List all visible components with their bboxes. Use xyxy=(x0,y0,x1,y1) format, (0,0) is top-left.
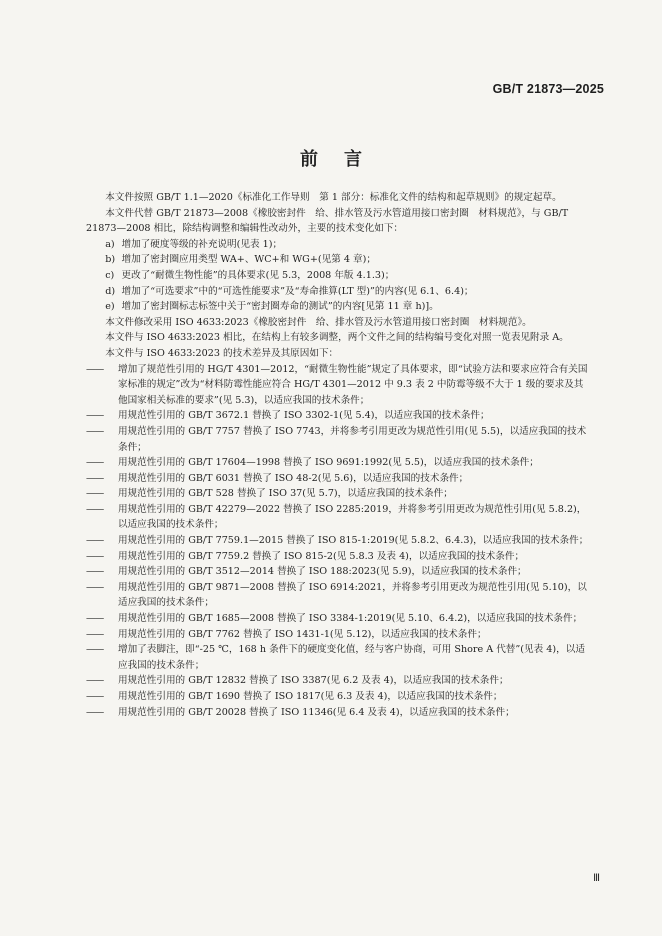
dash-mark: —— xyxy=(86,425,104,437)
list-item xyxy=(86,471,592,487)
list-text: 增加了硬度等级的补充说明(见表 1)； xyxy=(121,238,283,250)
list-text: 用规范性引用的 GB/T 3512—2014 替换了 ISO 188:2023(见 5.9)，以适应我国的技术条件； xyxy=(118,566,527,578)
list-text: 用规范性引用的 GB/T 7759.1—2015 替换了 ISO 815-1:2019(见 5.8.2、6.4.3)，以适应我国的技术条件； xyxy=(118,535,589,547)
list-item xyxy=(86,424,592,455)
list-text: 用规范性引用的 GB/T 7762 替换了 ISO 1431-1(见 5.12)，以适应我国的技术条件； xyxy=(118,628,487,640)
dash-mark: —— xyxy=(86,644,104,656)
list-item xyxy=(86,362,592,409)
list-item xyxy=(86,408,592,424)
list-item xyxy=(86,673,592,689)
dash-mark: —— xyxy=(86,457,104,469)
paragraph: 本文件修改采用 ISO 4633:2023《橡胶密封件 给、排水管及污水管道用接口密封圈 材料规范》。 xyxy=(105,316,532,328)
list-text: 用规范性引用的 GB/T 1690 替换了 ISO 1817(见 6.3 及表 4)，以适应我国的技术条件； xyxy=(118,691,503,702)
list-text: 用规范性引用的 GB/T 17604—1998 替换了 ISO 9691:1992(见 5.5)，以适应我国的技术条件； xyxy=(118,457,539,469)
paragraph: 本文件按照 GB/T 1.1—2020《标准化工作导则 第 1 部分：标准化文件的结构和起草规则》的规定起草。 xyxy=(105,192,562,203)
page-number: Ⅲ xyxy=(593,873,600,884)
list-label: a) xyxy=(105,238,115,250)
list-text: 增加了密封圈标志标签中关于“密封圈寿命的测试”的内容[见第 11 章 h)]。 xyxy=(121,301,439,313)
standard-code: GB/T 21873—2025 xyxy=(492,82,604,96)
paragraph: 本文件与 ISO 4633:2023 相比，在结构上有较多调整，两个文件之间的结构编号变化对照一览表见附录 A。 xyxy=(105,332,569,344)
list-item xyxy=(86,455,592,471)
list-text: 用规范性引用的 GB/T 42279—2022 替换了 ISO 2285:2019，并将参考引用更改为规范性引用(见 5.8.2)，以适应我国的技术条件； xyxy=(118,503,587,531)
list-label: c) xyxy=(105,269,115,281)
list-item xyxy=(86,627,592,643)
list-item xyxy=(86,268,592,284)
dash-mark: —— xyxy=(86,675,104,687)
list-text: 用规范性引用的 GB/T 1685—2008 替换了 ISO 3384-1:2019(见 5.10、6.4.2)，以适应我国的技术条件； xyxy=(118,613,583,625)
change-list xyxy=(86,237,592,315)
dash-mark: —— xyxy=(86,488,104,500)
list-text: 增加了密封圈应用类型 WA+、WC+和 WG+(见第 4 章)； xyxy=(121,254,376,266)
list-text: 用规范性引用的 GB/T 7757 替换了 ISO 7743，并将参考引用更改为规范性引用(见 5.5)，以适应我国的技术条件； xyxy=(118,425,587,453)
list-item xyxy=(86,705,592,721)
dash-mark: —— xyxy=(86,410,104,422)
list-text: 用规范性引用的 GB/T 3672.1 替换了 ISO 3302-1(见 5.4)，以适应我国的技术条件； xyxy=(118,410,490,422)
list-text: 更改了“耐微生物性能”的具体要求(见 5.3，2008 年版 4.1.3)； xyxy=(121,269,395,281)
list-label: e) xyxy=(105,301,115,313)
difference-list xyxy=(86,362,592,721)
dash-mark: —— xyxy=(86,706,104,718)
list-item xyxy=(86,611,592,627)
dash-mark: —— xyxy=(86,535,104,547)
list-label: b) xyxy=(105,254,116,266)
paragraph: 本文件与 ISO 4633:2023 的技术差异及其原因如下： xyxy=(105,347,339,359)
list-text: 增加了规范性引用的 HG/T 4301—2012，“耐微生物性能”规定了具体要求，即“试验方法和要求应符合有关国家标准的规定”改为“材料防霉性能应符合 HG/T 4301—2012 中 9.3 表 2 中防霉等级不大于 1 级的要求及其他国家相关标准的要求”(见 5.3)，以适应我国的技术条件； xyxy=(118,363,588,406)
dash-mark: —— xyxy=(86,581,104,593)
list-item xyxy=(86,252,592,268)
list-item xyxy=(86,284,592,300)
list-label: d) xyxy=(105,285,116,297)
list-item xyxy=(86,533,592,549)
dash-mark: —— xyxy=(86,550,104,562)
dash-mark: —— xyxy=(86,613,104,625)
paragraph: 本文件代替 GB/T 21873—2008《橡胶密封件 给、排水管及污水管道用接口密封圈 材料规范》，与 GB/T 21873—2008 相比，除结构调整和编辑性改动外，主要的技术变化如下： xyxy=(86,207,569,235)
list-item xyxy=(86,549,592,565)
list-text: 增加了“可选要求”中的“可选性能要求”及“寿命推算(LT 型)”的内容(见 6.1、6.4)； xyxy=(121,285,474,297)
dash-mark: —— xyxy=(86,628,104,640)
dash-mark: —— xyxy=(86,691,104,702)
list-item xyxy=(86,299,592,315)
list-item xyxy=(86,564,592,580)
dash-mark: —— xyxy=(86,503,104,515)
list-item xyxy=(86,502,592,533)
dash-mark: —— xyxy=(86,363,104,375)
list-item xyxy=(86,237,592,253)
list-item xyxy=(86,642,592,673)
page-title: 前言 xyxy=(300,149,388,170)
dash-mark: —— xyxy=(86,566,104,578)
dash-mark: —— xyxy=(86,472,104,484)
list-text: 用规范性引用的 GB/T 12832 替换了 ISO 3387(见 6.2 及表 4)，以适应我国的技术条件； xyxy=(118,675,509,687)
list-item xyxy=(86,689,592,705)
list-text: 用规范性引用的 GB/T 20028 替换了 ISO 11346(见 6.4 及表 4)，以适应我国的技术条件； xyxy=(118,706,515,718)
document-body xyxy=(86,190,592,720)
list-item xyxy=(86,486,592,502)
list-item xyxy=(86,580,592,611)
list-text: 用规范性引用的 GB/T 6031 替换了 ISO 48-2(见 5.6)，以适应我国的技术条件； xyxy=(118,472,469,484)
list-text: 用规范性引用的 GB/T 9871—2008 替换了 ISO 6914:2021，并将参考引用更改为规范性引用(见 5.10)，以适应我国的技术条件； xyxy=(118,581,587,609)
list-text: 用规范性引用的 GB/T 7759.2 替换了 ISO 815-2(见 5.8.3 及表 4)，以适应我国的技术条件； xyxy=(118,550,525,562)
list-text: 增加了表脚注，即“-25 ℃，168 h 条件下的硬度变化值，经与客户协商，可用 Shore A 代替”(见表 4)，以适应我国的技术条件； xyxy=(118,644,585,671)
list-text: 用规范性引用的 GB/T 528 替换了 ISO 37(见 5.7)，以适应我国的技术条件； xyxy=(118,488,453,500)
